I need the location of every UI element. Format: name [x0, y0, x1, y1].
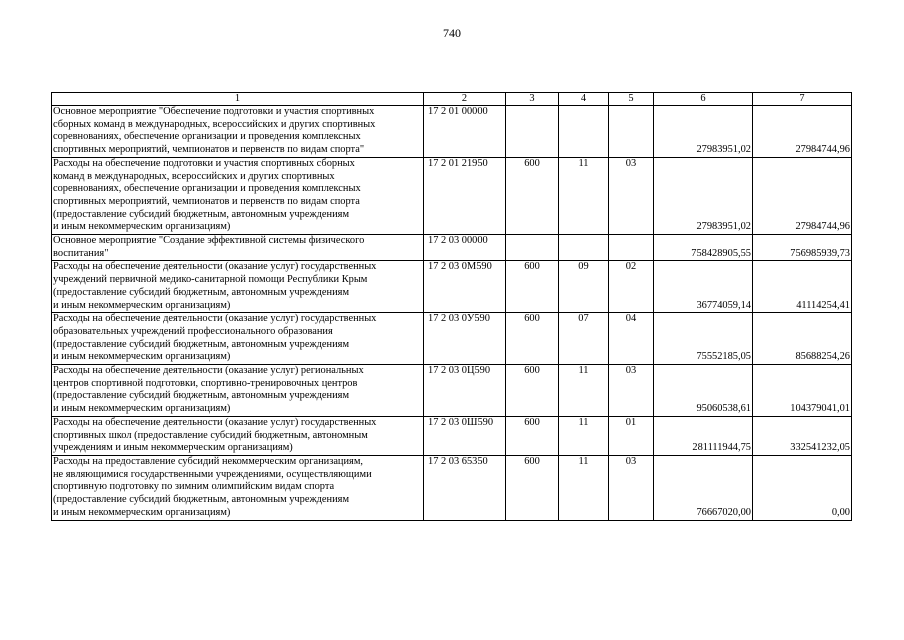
row-code: 17 2 03 0М590: [424, 261, 506, 313]
table-row: [52, 313, 852, 365]
row-amount-year-1: 75552185,05: [654, 313, 753, 365]
table-row: [52, 235, 852, 261]
row-amount-year-2: 332541232,05: [753, 416, 852, 455]
table-row: [52, 455, 852, 520]
row-code: 17 2 03 65350: [424, 455, 506, 520]
row-amount-year-2: 27984744,96: [753, 106, 852, 158]
row-description: Расходы на обеспечение деятельности (оказание услуг) государственных учреждений первичной медико-санитарной помощи Республики Крым (предоставление субсидий бюджетным, автономным учреждениям и иным некоммерческим организациям): [52, 261, 424, 313]
row-amount-year-1: 27983951,02: [654, 106, 753, 158]
row-expense-type: [506, 106, 559, 158]
page-number: 740: [443, 26, 461, 40]
row-amount-year-2: 756985939,73: [753, 235, 852, 261]
row-amount-year-1: 36774059,14: [654, 261, 753, 313]
row-section: [559, 235, 609, 261]
row-amount-year-2: 104379041,01: [753, 365, 852, 417]
row-amount-year-2: 0,00: [753, 455, 852, 520]
row-amount-year-1: 95060538,61: [654, 365, 753, 417]
row-expense-type: 600: [506, 261, 559, 313]
row-description: Расходы на обеспечение подготовки и участия спортивных сборных команд в международных, всероссийских и других спортивных соревнованиях, обеспечение организации и проведения комплексных спортивных мероприятий, чемпионатов и первенств по видам спорта (предоставление субсидий бюджетным, автономным учреждениям и иным некоммерческим организациям): [52, 157, 424, 234]
row-description: Основное мероприятие "Обеспечение подготовки и участия спортивных сборных команд в международных, всероссийских и других спортивных соревнованиях, обеспечение организации и проведения комплексных спортивных мероприятий, чемпионатов и первенств по видам спорта": [52, 106, 424, 158]
row-subsection: 03: [609, 157, 654, 234]
row-section: [559, 106, 609, 158]
row-section: 11: [559, 416, 609, 455]
row-amount-year-2: 27984744,96: [753, 157, 852, 234]
row-expense-type: 600: [506, 365, 559, 417]
table-row: [52, 157, 852, 234]
row-subsection: 02: [609, 261, 654, 313]
table-row: [52, 106, 852, 158]
row-subsection: 03: [609, 365, 654, 417]
header-cell: 5: [609, 93, 654, 106]
row-description: Расходы на обеспечение деятельности (оказание услуг) государственных образовательных учреждений профессионального образования (предоставление субсидий бюджетным, автономным учреждениям и иным некоммерческим организациям): [52, 313, 424, 365]
row-subsection: [609, 235, 654, 261]
row-amount-year-2: 85688254,26: [753, 313, 852, 365]
header-cell: 7: [753, 93, 852, 106]
row-section: 11: [559, 157, 609, 234]
row-expense-type: 600: [506, 157, 559, 234]
table-row: [52, 261, 852, 313]
header-cell: 4: [559, 93, 609, 106]
row-description: Основное мероприятие "Создание эффективной системы физического воспитания": [52, 235, 424, 261]
row-description: Расходы на предоставление субсидий некоммерческим организациям, не являющимися государственными учреждениями, осуществляющими спортивную подготовку по зимним олимпийским видам спорта (предоставление субсидий бюджетным, автономным учреждениям и иным некоммерческим организациям): [52, 455, 424, 520]
row-expense-type: 600: [506, 313, 559, 365]
row-description: Расходы на обеспечение деятельности (оказание услуг) региональных центров спортивной подготовки, спортивно-тренировочных центров (предоставление субсидий бюджетным, автономным учреждениям и иным некоммерческим организациям): [52, 365, 424, 417]
row-code: 17 2 03 0Ш590: [424, 416, 506, 455]
row-section: 11: [559, 455, 609, 520]
row-section: 09: [559, 261, 609, 313]
row-code: 17 2 03 00000: [424, 235, 506, 261]
row-subsection: 01: [609, 416, 654, 455]
header-cell: 3: [506, 93, 559, 106]
row-amount-year-1: 76667020,00: [654, 455, 753, 520]
row-code: 17 2 01 00000: [424, 106, 506, 158]
row-code: 17 2 01 21950: [424, 157, 506, 234]
row-amount-year-1: 758428905,55: [654, 235, 753, 261]
header-cell: 6: [654, 93, 753, 106]
row-expense-type: 600: [506, 455, 559, 520]
header-row: [52, 93, 852, 106]
table-row: [52, 416, 852, 455]
header-cell: 1: [52, 93, 424, 106]
row-subsection: [609, 106, 654, 158]
row-amount-year-2: 41114254,41: [753, 261, 852, 313]
row-amount-year-1: 281111944,75: [654, 416, 753, 455]
row-subsection: 04: [609, 313, 654, 365]
row-code: 17 2 03 0У590: [424, 313, 506, 365]
table-row: [52, 365, 852, 417]
row-expense-type: [506, 235, 559, 261]
row-section: 11: [559, 365, 609, 417]
budget-table: [51, 92, 852, 521]
row-description: Расходы на обеспечение деятельности (оказание услуг) государственных спортивных школ (предоставление субсидий бюджетным, автономным учреждениям и иным некоммерческим организациям): [52, 416, 424, 455]
row-code: 17 2 03 0Ц590: [424, 365, 506, 417]
row-section: 07: [559, 313, 609, 365]
row-expense-type: 600: [506, 416, 559, 455]
row-subsection: 03: [609, 455, 654, 520]
row-amount-year-1: 27983951,02: [654, 157, 753, 234]
header-cell: 2: [424, 93, 506, 106]
